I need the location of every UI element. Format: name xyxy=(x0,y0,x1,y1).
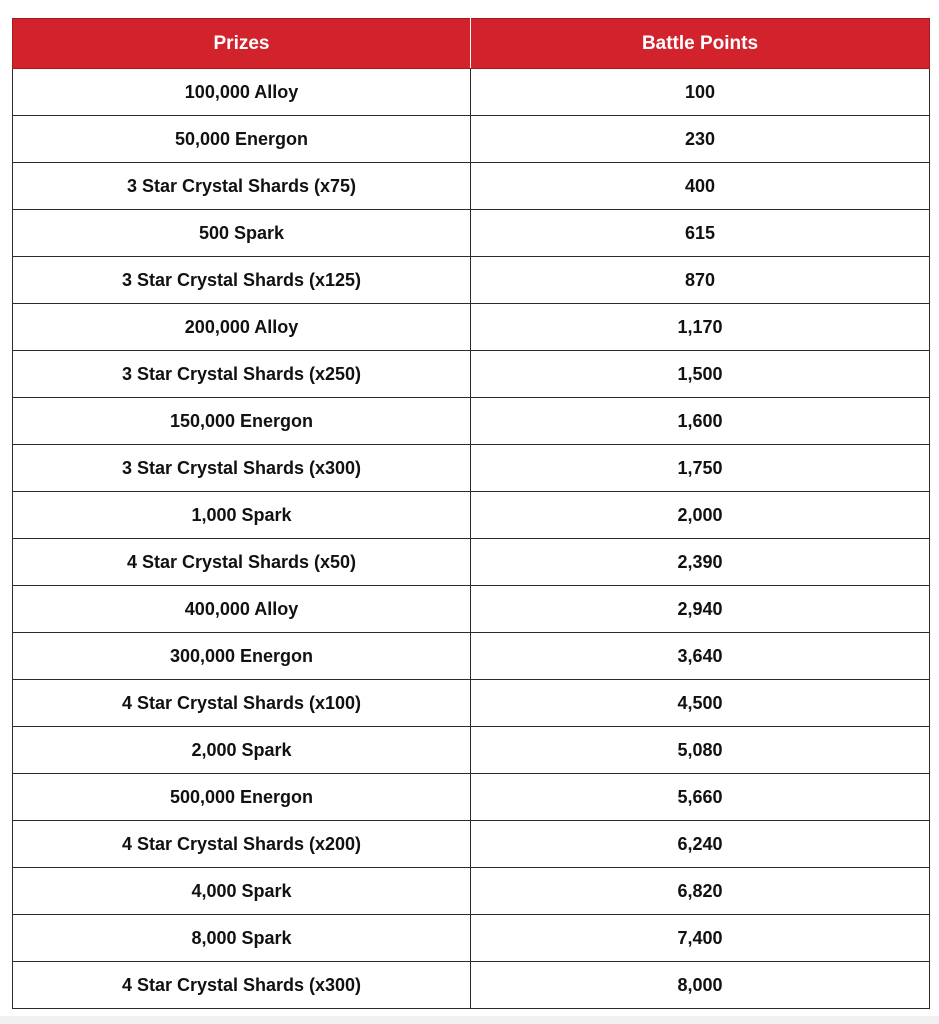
prize-cell: 50,000 Energon xyxy=(13,116,471,163)
prize-cell: 100,000 Alloy xyxy=(13,69,471,116)
table-row xyxy=(13,915,930,962)
prize-cell: 4 Star Crystal Shards (x300) xyxy=(13,962,471,1009)
table-row xyxy=(13,257,930,304)
table-row xyxy=(13,586,930,633)
prizes-table xyxy=(12,18,930,1009)
prize-cell: 8,000 Spark xyxy=(13,915,471,962)
table-row xyxy=(13,116,930,163)
prize-cell: 4 Star Crystal Shards (x50) xyxy=(13,539,471,586)
points-cell: 1,750 xyxy=(471,445,930,492)
prize-cell: 150,000 Energon xyxy=(13,398,471,445)
table-row xyxy=(13,539,930,586)
prize-cell: 3 Star Crystal Shards (x125) xyxy=(13,257,471,304)
table-row xyxy=(13,821,930,868)
table-row xyxy=(13,445,930,492)
table-row xyxy=(13,492,930,539)
table-row xyxy=(13,633,930,680)
battle-points-column-header: Battle Points xyxy=(471,19,930,69)
prize-cell: 400,000 Alloy xyxy=(13,586,471,633)
table-row xyxy=(13,680,930,727)
table-row xyxy=(13,962,930,1009)
prize-cell: 4 Star Crystal Shards (x200) xyxy=(13,821,471,868)
points-cell: 8,000 xyxy=(471,962,930,1009)
prize-cell: 4 Star Crystal Shards (x100) xyxy=(13,680,471,727)
points-cell: 2,000 xyxy=(471,492,930,539)
prize-cell: 2,000 Spark xyxy=(13,727,471,774)
points-cell: 2,390 xyxy=(471,539,930,586)
points-cell: 615 xyxy=(471,210,930,257)
prize-cell: 3 Star Crystal Shards (x250) xyxy=(13,351,471,398)
points-cell: 6,240 xyxy=(471,821,930,868)
points-cell: 3,640 xyxy=(471,633,930,680)
points-cell: 2,940 xyxy=(471,586,930,633)
table-row xyxy=(13,351,930,398)
points-cell: 1,500 xyxy=(471,351,930,398)
prize-cell: 500,000 Energon xyxy=(13,774,471,821)
table-row xyxy=(13,398,930,445)
table-row xyxy=(13,304,930,351)
points-cell: 870 xyxy=(471,257,930,304)
points-cell: 100 xyxy=(471,69,930,116)
points-cell: 1,170 xyxy=(471,304,930,351)
table-row xyxy=(13,163,930,210)
prize-cell: 500 Spark xyxy=(13,210,471,257)
points-cell: 6,820 xyxy=(471,868,930,915)
prize-cell: 4,000 Spark xyxy=(13,868,471,915)
table-row xyxy=(13,210,930,257)
prizes-column-header: Prizes xyxy=(13,19,471,69)
points-cell: 5,660 xyxy=(471,774,930,821)
points-cell: 5,080 xyxy=(471,727,930,774)
table-row xyxy=(13,69,930,116)
points-cell: 7,400 xyxy=(471,915,930,962)
prize-cell: 3 Star Crystal Shards (x300) xyxy=(13,445,471,492)
prize-cell: 300,000 Energon xyxy=(13,633,471,680)
prize-cell: 200,000 Alloy xyxy=(13,304,471,351)
table-row xyxy=(13,774,930,821)
table-row xyxy=(13,868,930,915)
points-cell: 230 xyxy=(471,116,930,163)
table-row xyxy=(13,727,930,774)
points-cell: 1,600 xyxy=(471,398,930,445)
prize-cell: 3 Star Crystal Shards (x75) xyxy=(13,163,471,210)
table-header-row xyxy=(13,19,930,69)
points-cell: 400 xyxy=(471,163,930,210)
points-cell: 4,500 xyxy=(471,680,930,727)
prize-cell: 1,000 Spark xyxy=(13,492,471,539)
